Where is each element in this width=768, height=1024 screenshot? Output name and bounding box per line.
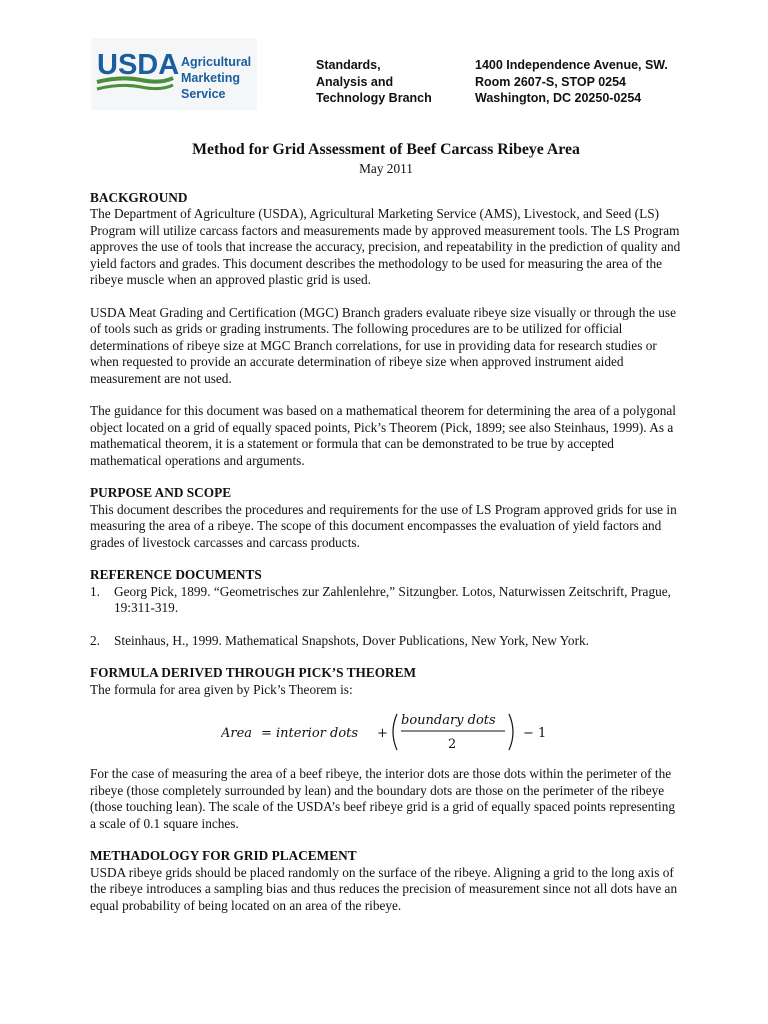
picks-formula xyxy=(90,708,682,756)
reference-list xyxy=(90,584,682,650)
document-title: Method for Grid Assessment of Beef Carcass Ribeye Area xyxy=(192,141,580,158)
formula-term-interior: interior dots xyxy=(276,726,359,741)
section-heading-references: REFERENCE DOCUMENTS xyxy=(90,567,262,582)
section-heading-formula: FORMULA DERIVED THROUGH PICK’S THEOREM xyxy=(90,665,417,680)
formula-graphic xyxy=(221,708,551,756)
logo-line-2: Marketing xyxy=(181,71,241,85)
formula-intro: The formula for area given by Pick’s Theorem is: xyxy=(90,681,353,697)
methodology-paragraph: USDA ribeye grids should be placed randomly on the surface of the ribeye. Aligning a grid to the long axis of the ribeye introduces a sampling bias and thus reduces the precision of measurement since not all dots have an equal probability of being located on an area of the ribeye. xyxy=(90,864,678,913)
reference-number: 2. xyxy=(90,632,100,648)
background-paragraph-2: USDA Meat Grading and Certification (MGC) Branch graders evaluate ribeye size visually or through the use of tools such as grids or grading instruments. The following procedures are to be utilized for official determinations of ribeye size at MGC Branch correlations, for use in providing data for research studies or when requested to provide an accurate determination of ribeye size when approved instrument aided measurement are not used. xyxy=(90,304,677,386)
reference-number: 1. xyxy=(90,583,100,599)
reference-item xyxy=(90,633,682,650)
logo-line-3: Service xyxy=(181,87,226,101)
address-line: Room 2607-S, STOP 0254 xyxy=(475,74,627,89)
address-block xyxy=(475,57,668,107)
section-heading-background: BACKGROUND xyxy=(90,189,188,205)
branch-line: Analysis and xyxy=(316,74,394,89)
usda-ams-logo xyxy=(91,38,257,110)
logo-line-1: Agricultural xyxy=(181,55,252,69)
branch-line: Standards, xyxy=(316,58,381,72)
formula-numerator: boundary dots xyxy=(401,713,496,728)
formula-plus: + xyxy=(377,726,388,741)
formula-explanation: For the case of measuring the area of a beef ribeye, the interior dots are those dots within the perimeter of the ribeye (those completely surrounded by lean) and the boundary dots are those on the perimeter of the ribeye (those touching lean). The scale of the USDA’s beef ribeye grid is a grid of equally spaced points representing a scale of 0.1 square inches. xyxy=(90,766,676,831)
address-line: 1400 Independence Avenue, SW. xyxy=(475,58,668,72)
formula-equals: = xyxy=(261,726,272,741)
reference-item xyxy=(90,584,682,617)
usda-logo-graphic xyxy=(91,38,257,110)
reference-text: Steinhaus, H., 1999. Mathematical Snapshots, Dover Publications, New York, New York. xyxy=(114,632,589,648)
background-paragraph-3: The guidance for this document was based on a mathematical theorem for determining the area of a polygonal object located on a grid of equally spaced points, Pick’s Theorem (Pick, 1899; see also Steinhaus, 1999). As a mathematical theorem, it is a statement or formula that can be demonstrated to be true by accepted mathematical operations and arguments. xyxy=(90,403,676,468)
branch-block xyxy=(316,57,432,107)
document-body xyxy=(90,140,682,914)
purpose-paragraph: This document describes the procedures and requirements for the use of LS Program approved grids for use in measuring the area of a ribeye. The scope of this document encompasses the evaluation of yield factors and grades of livestock carcasses and carcass products. xyxy=(90,501,677,550)
document-date: May 2011 xyxy=(359,161,413,176)
reference-text: Georg Pick, 1899. “Geometrisches zur Zahlenlehre,” Sitzungber. Lotos, Naturwissen Zeitschrift, Prague, 19:311-319. xyxy=(114,583,671,615)
background-paragraph-1: The Department of Agriculture (USDA), Agricultural Marketing Service (AMS), Livestock, and Seed (LS) Program will utilize carcass factors and measurements made by approved measurement tools. The LS Program approves the use of tools that increase the accuracy, precision, and repeatability in the prediction of quality and yield factors and grades. This document describes the methodology to be used for measuring the area of the ribeye muscle when an approved plastic grid is used. xyxy=(90,206,681,287)
formula-lhs: Area xyxy=(221,726,253,741)
branch-line: Technology Branch xyxy=(316,91,432,105)
logo-usda-text: USDA xyxy=(97,49,180,81)
formula-denominator: 2 xyxy=(448,737,457,752)
letterhead xyxy=(0,0,768,120)
address-line: Washington, DC 20250-0254 xyxy=(475,91,642,105)
section-heading-methodology: METHADOLOGY FOR GRID PLACEMENT xyxy=(90,848,357,863)
formula-minus-one: − 1 xyxy=(523,726,547,741)
section-heading-purpose: PURPOSE AND SCOPE xyxy=(90,485,232,500)
